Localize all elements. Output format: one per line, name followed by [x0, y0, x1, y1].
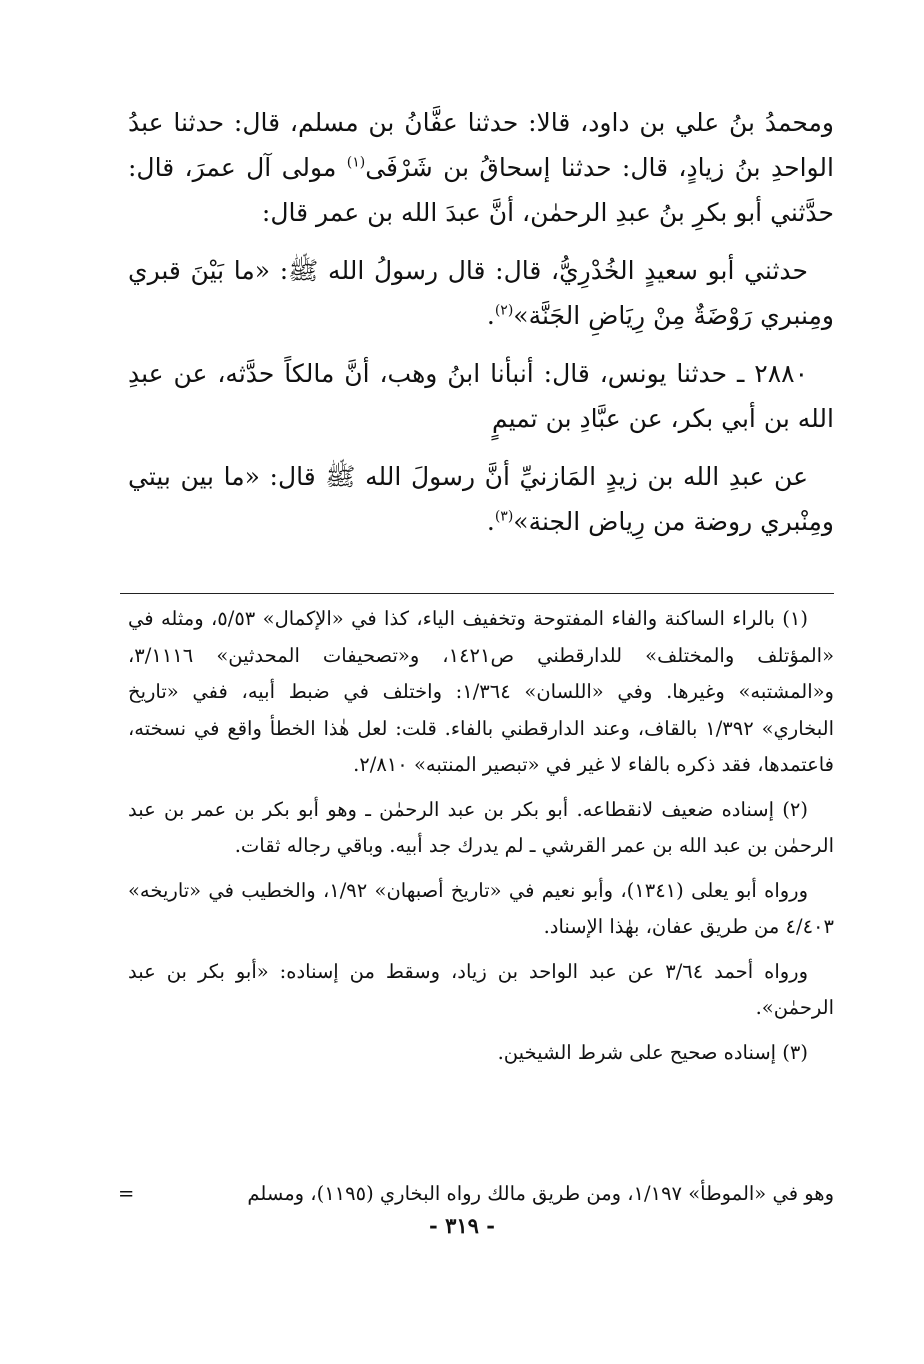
footnote-1: (١) بالراء الساكنة والفاء المفتوحة وتخفيف الياء، كذا في «الإكمال» ٥/٥٣، ومثله في «المؤتلف والمختلف» للدارقطني ص١٤٢١، و«تصحيفات المحدثين» ٣/١١١٦، و«المشتبه» وغيرها. وفي «اللسان» ١/٣٦٤: واختلف في ضبط أبيه، ففي «تاريخ البخاري» ١/٣٩٢ بالقاف، وعند الدارقطني بالفاء. قلت: لعل هٰذا الخطأ واقع في نسخته، فاعتمدها، فقد ذكره بالفاء لا غير في «تبصير المنتبه» ٢/٨١٠.: [128, 607, 835, 776]
page-number: - ٣١٩ -: [429, 1213, 495, 1238]
footnote-3-continuation: [118, 1178, 834, 1210]
continuation-mark: =: [118, 1182, 135, 1205]
footnote-ref-2: (٢): [494, 302, 514, 319]
hadith-2880-chain: ٢٨٨٠ ـ حدثنا يونس، قال: أنبأنا ابنُ وهب، أنَّ مالكاً حدَّثه، عن عبدِ الله بن أبي بكر، عن عبَّادِ بن تميمٍ: [128, 359, 834, 433]
footnote-2-part-2: ورواه أبو يعلى (١٣٤١)، وأبو نعيم في «تاريخ أصبهان» ١/٩٢، والخطيب في «تاريخه» ٤/٤٠٣ من طريق عفان، بهٰذا الإسناد.: [128, 878, 834, 938]
footnote-2-part-3: ورواه أحمد ٣/٦٤ عن عبد الواحد بن زياد، وسقط من إسناده: «أبو بكر بن عبد الرحمٰن».: [128, 959, 834, 1019]
hadith-text-paragraph: حدثني أبو سعيدٍ الخُدْرِيُّ، قال: قال رسولُ الله ﷺ: «ما بَيْنَ قبري ومِنبري رَوْضَةٌ مِنْ رِيَاضِ الجَنَّة»$^{(٢)}$.: [128, 256, 834, 330]
footnote-2: (٢) إسناده ضعيف لانقطاعه. أبو بكر بن عبد الرحمٰن ـ وهو أبو بكر بن عمر بن عبد الرحمٰن بن عبد الله بن عمر القرشي ـ لم يدرك جد أبيه. وباقي رجاله ثقات.: [128, 797, 834, 857]
hadith-chain-paragraph: ومحمدُ بنُ علي بن داود، قالا: حدثنا عفَّانُ بن مسلم، قال: حدثنا عبدُ الواحدِ بنُ زيادٍ، قال: حدثنا إسحاقُ بن شَرْفَى$^{(١)}$ مولى آل عمرَ، قال: حدَّثني أبو بكرِ بنُ عبدِ الرحمٰن، أنَّ عبدَ الله بن عمر قال:: [128, 108, 834, 227]
footnote-separator: [120, 593, 834, 594]
footnote-ref-1: (١): [346, 154, 366, 171]
hadith-2880-text: عن عبدِ الله بن زيدٍ المَازنيِّ أنَّ رسولَ الله ﷺ قال: «ما بين بيتي ومِنْبري روضة من رِياض الجنة»$^{(٣)}$.: [128, 462, 834, 536]
footnote-3-continuation-text: وهو في «الموطأ» ١/١٩٧، ومن طريق مالك رواه البخاري (١١٩٥)، ومسلم: [247, 1182, 834, 1205]
main-text: [128, 100, 834, 557]
footnote-3: (٣) إسناده صحيح على شرط الشيخين.: [497, 1040, 808, 1064]
footnotes: [128, 601, 834, 1079]
footnote-ref-3: (٣): [494, 508, 514, 525]
